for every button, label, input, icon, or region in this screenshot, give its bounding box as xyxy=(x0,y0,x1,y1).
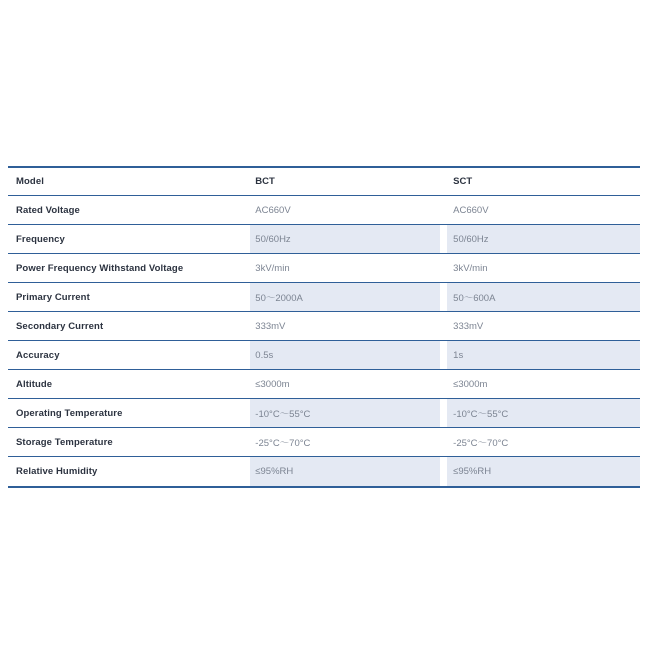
bct-value: 50～2000A xyxy=(250,283,440,311)
sct-value: 50～600A xyxy=(447,283,640,311)
bct-value: ≤3000m xyxy=(255,378,290,390)
table-row xyxy=(8,370,640,399)
table-row xyxy=(8,196,640,225)
sct-value: ≤95%RH xyxy=(447,457,640,486)
row-label: Relative Humidity xyxy=(16,466,98,477)
bct-value: 0.5s xyxy=(250,341,440,369)
sct-value: 333mV xyxy=(453,320,484,332)
row-label: Power Frequency Withstand Voltage xyxy=(16,262,184,274)
table-row xyxy=(8,399,640,428)
sct-value: 3kV/min xyxy=(453,262,488,274)
table-row xyxy=(8,283,640,312)
bct-value: 50/60Hz xyxy=(250,225,440,253)
table-row xyxy=(8,457,640,486)
table-row xyxy=(8,341,640,370)
row-label: Operating Temperature xyxy=(16,407,123,419)
sct-value: AC660V xyxy=(453,204,489,216)
sct-value: 1s xyxy=(447,341,640,369)
sct-value: -10°C～55°C xyxy=(447,399,640,427)
table-row xyxy=(8,225,640,254)
sct-value: -25°C～70°C xyxy=(453,438,509,449)
table-header-row xyxy=(8,168,640,196)
row-label: Rated Voltage xyxy=(16,204,80,216)
table-row xyxy=(8,312,640,341)
row-label: Frequency xyxy=(16,233,65,245)
bct-value: 333mV xyxy=(255,320,286,332)
bct-value: 3kV/min xyxy=(255,262,290,274)
row-label: Secondary Current xyxy=(16,320,104,332)
sct-value: ≤3000m xyxy=(453,378,488,390)
bct-value: -10°C～55°C xyxy=(250,399,440,427)
table-row xyxy=(8,428,640,457)
bct-value: AC660V xyxy=(255,204,291,216)
header-model-label: Model xyxy=(16,176,44,187)
row-label: Altitude xyxy=(16,378,53,390)
table-row xyxy=(8,254,640,283)
row-label: Storage Temperature xyxy=(16,436,113,448)
row-label: Primary Current xyxy=(16,291,90,303)
spec-table xyxy=(8,166,640,488)
row-label: Accuracy xyxy=(16,349,60,361)
header-bct: BCT xyxy=(255,176,275,187)
bct-value: ≤95%RH xyxy=(250,457,440,486)
sct-value: 50/60Hz xyxy=(447,225,640,253)
header-sct: SCT xyxy=(453,176,473,187)
bct-value: -25°C～70°C xyxy=(255,438,311,449)
